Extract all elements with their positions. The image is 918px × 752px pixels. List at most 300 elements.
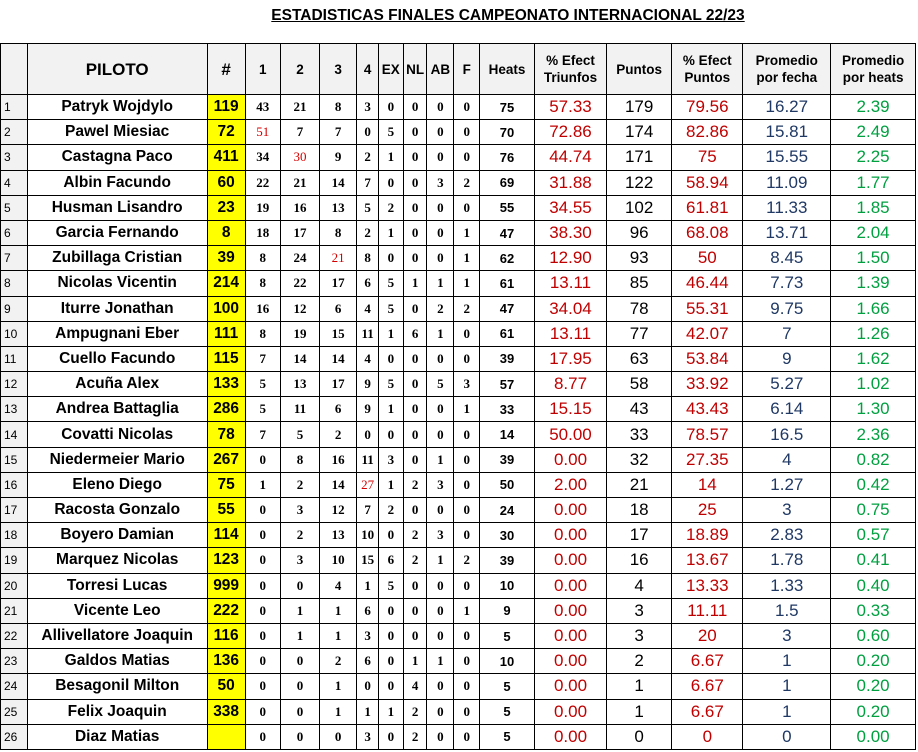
puntos-cell: 43 bbox=[607, 397, 672, 422]
ab-count-cell: 0 bbox=[427, 724, 454, 749]
table-row bbox=[1, 573, 916, 598]
puntos-cell: 174 bbox=[607, 120, 672, 145]
heats-count-cell: 69 bbox=[480, 170, 535, 195]
heat-1-count-cell: 0 bbox=[245, 649, 280, 674]
ex-count-cell: 0 bbox=[378, 598, 403, 623]
f-count-cell: 0 bbox=[454, 472, 480, 497]
efect-triunfos-cell: 31.88 bbox=[534, 170, 606, 195]
heat-3-count-cell: 2 bbox=[320, 649, 357, 674]
puntos-cell: 96 bbox=[607, 220, 672, 245]
header-efect-puntos-line2: Puntos bbox=[684, 70, 731, 85]
promedio-fecha-cell: 3 bbox=[743, 498, 831, 523]
heat-4-count-cell: 3 bbox=[357, 95, 379, 120]
ex-count-cell: 1 bbox=[378, 145, 403, 170]
nl-count-cell: 6 bbox=[403, 321, 427, 346]
ex-count-cell: 1 bbox=[378, 220, 403, 245]
efect-triunfos-cell: 2.00 bbox=[534, 472, 606, 497]
promedio-fecha-cell: 1 bbox=[743, 674, 831, 699]
header-heats: Heats bbox=[480, 44, 535, 95]
heat-1-count-cell: 5 bbox=[245, 372, 280, 397]
row-index-cell: 15 bbox=[1, 447, 28, 472]
efect-triunfos-cell: 0.00 bbox=[534, 498, 606, 523]
ab-count-cell: 0 bbox=[427, 422, 454, 447]
pilot-name-cell: Allivellatore Joaquin bbox=[27, 623, 207, 648]
f-count-cell: 3 bbox=[454, 372, 480, 397]
heat-2-count-cell: 0 bbox=[280, 699, 319, 724]
row-index-cell: 26 bbox=[1, 724, 28, 749]
nl-count-cell: 1 bbox=[403, 271, 427, 296]
row-index-cell: 2 bbox=[1, 120, 28, 145]
table-row bbox=[1, 346, 916, 371]
row-index-cell: 4 bbox=[1, 170, 28, 195]
heat-3-count-cell: 1 bbox=[320, 699, 357, 724]
f-count-cell: 1 bbox=[454, 397, 480, 422]
heat-4-count-cell: 11 bbox=[357, 447, 379, 472]
table-row bbox=[1, 397, 916, 422]
promedio-heats-cell: 2.49 bbox=[831, 120, 916, 145]
heats-count-cell: 10 bbox=[480, 573, 535, 598]
heat-3-count-cell: 14 bbox=[320, 472, 357, 497]
f-count-cell: 1 bbox=[454, 246, 480, 271]
heat-2-count-cell: 14 bbox=[280, 346, 319, 371]
table-row bbox=[1, 724, 916, 749]
row-index-cell: 14 bbox=[1, 422, 28, 447]
promedio-heats-cell: 0.20 bbox=[831, 699, 916, 724]
heat-2-count-cell: 5 bbox=[280, 422, 319, 447]
ex-count-cell: 5 bbox=[378, 372, 403, 397]
heat-4-count-cell: 11 bbox=[357, 321, 379, 346]
heat-1-count-cell: 7 bbox=[245, 422, 280, 447]
heat-1-count-cell: 5 bbox=[245, 397, 280, 422]
ex-count-cell: 0 bbox=[378, 623, 403, 648]
promedio-fecha-cell: 15.55 bbox=[743, 145, 831, 170]
ab-count-cell: 1 bbox=[427, 321, 454, 346]
efect-triunfos-cell: 8.77 bbox=[534, 372, 606, 397]
row-index-cell: 13 bbox=[1, 397, 28, 422]
promedio-heats-cell: 2.39 bbox=[831, 95, 916, 120]
nl-count-cell: 2 bbox=[403, 472, 427, 497]
promedio-heats-cell: 0.20 bbox=[831, 674, 916, 699]
promedio-fecha-cell: 1.33 bbox=[743, 573, 831, 598]
f-count-cell: 0 bbox=[454, 321, 480, 346]
row-index-cell: 20 bbox=[1, 573, 28, 598]
table-header bbox=[1, 44, 916, 95]
heat-1-count-cell: 0 bbox=[245, 724, 280, 749]
header-promedio-heats-line1: Promedio bbox=[841, 53, 905, 68]
heat-2-count-cell: 17 bbox=[280, 220, 319, 245]
efect-triunfos-cell: 0.00 bbox=[534, 623, 606, 648]
ab-count-cell: 0 bbox=[427, 145, 454, 170]
ab-count-cell: 3 bbox=[427, 523, 454, 548]
nl-count-cell: 0 bbox=[403, 598, 427, 623]
nl-count-cell: 0 bbox=[403, 422, 427, 447]
row-index-cell: 12 bbox=[1, 372, 28, 397]
ab-count-cell: 1 bbox=[427, 447, 454, 472]
heat-1-count-cell: 0 bbox=[245, 498, 280, 523]
heat-3-count-cell: 8 bbox=[320, 95, 357, 120]
efect-triunfos-cell: 57.33 bbox=[534, 95, 606, 120]
heat-2-count-cell: 1 bbox=[280, 623, 319, 648]
row-index-cell: 1 bbox=[1, 95, 28, 120]
heat-3-count-cell: 13 bbox=[320, 195, 357, 220]
efect-puntos-cell: 79.56 bbox=[672, 95, 743, 120]
heat-1-count-cell: 8 bbox=[245, 321, 280, 346]
pilot-number-cell: 222 bbox=[207, 598, 245, 623]
row-index-cell: 19 bbox=[1, 548, 28, 573]
heats-count-cell: 62 bbox=[480, 246, 535, 271]
header-heat-3: 3 bbox=[320, 44, 357, 95]
pilot-name-cell: Racosta Gonzalo bbox=[27, 498, 207, 523]
ex-count-cell: 0 bbox=[378, 95, 403, 120]
heats-count-cell: 30 bbox=[480, 523, 535, 548]
header-promedio-fecha-line2: por fecha bbox=[756, 70, 818, 85]
efect-puntos-cell: 53.84 bbox=[672, 346, 743, 371]
nl-count-cell: 0 bbox=[403, 296, 427, 321]
pilot-name-cell: Felix Joaquin bbox=[27, 699, 207, 724]
heat-1-count-cell: 22 bbox=[245, 170, 280, 195]
efect-triunfos-cell: 13.11 bbox=[534, 271, 606, 296]
ex-count-cell: 0 bbox=[378, 170, 403, 195]
puntos-cell: 0 bbox=[607, 724, 672, 749]
pilot-number-cell: 214 bbox=[207, 271, 245, 296]
promedio-fecha-cell: 9.75 bbox=[743, 296, 831, 321]
ab-count-cell: 3 bbox=[427, 472, 454, 497]
ex-count-cell: 2 bbox=[378, 195, 403, 220]
heat-3-count-cell: 17 bbox=[320, 271, 357, 296]
promedio-heats-cell: 1.77 bbox=[831, 170, 916, 195]
heat-1-count-cell: 7 bbox=[245, 346, 280, 371]
heat-4-count-cell: 9 bbox=[357, 397, 379, 422]
nl-count-cell: 2 bbox=[403, 724, 427, 749]
promedio-fecha-cell: 7 bbox=[743, 321, 831, 346]
heat-4-count-cell: 0 bbox=[357, 422, 379, 447]
promedio-fecha-cell: 9 bbox=[743, 346, 831, 371]
heat-3-count-cell: 10 bbox=[320, 548, 357, 573]
table-row bbox=[1, 195, 916, 220]
nl-count-cell: 2 bbox=[403, 523, 427, 548]
puntos-cell: 2 bbox=[607, 649, 672, 674]
ab-count-cell: 0 bbox=[427, 498, 454, 523]
heat-2-count-cell: 3 bbox=[280, 498, 319, 523]
efect-puntos-cell: 33.92 bbox=[672, 372, 743, 397]
efect-puntos-cell: 82.86 bbox=[672, 120, 743, 145]
heats-count-cell: 9 bbox=[480, 598, 535, 623]
heat-4-count-cell: 7 bbox=[357, 498, 379, 523]
heat-1-count-cell: 43 bbox=[245, 95, 280, 120]
heats-count-cell: 61 bbox=[480, 321, 535, 346]
efect-puntos-cell: 55.31 bbox=[672, 296, 743, 321]
pilot-number-cell: 23 bbox=[207, 195, 245, 220]
header-piloto: PILOTO bbox=[27, 44, 207, 95]
heat-1-count-cell: 0 bbox=[245, 573, 280, 598]
efect-triunfos-cell: 50.00 bbox=[534, 422, 606, 447]
puntos-cell: 63 bbox=[607, 346, 672, 371]
pilot-name-cell: Eleno Diego bbox=[27, 472, 207, 497]
heat-2-count-cell: 3 bbox=[280, 548, 319, 573]
heat-2-count-cell: 21 bbox=[280, 95, 319, 120]
puntos-cell: 3 bbox=[607, 598, 672, 623]
promedio-heats-cell: 0.42 bbox=[831, 472, 916, 497]
promedio-fecha-cell: 1.78 bbox=[743, 548, 831, 573]
promedio-heats-cell: 0.75 bbox=[831, 498, 916, 523]
table-row bbox=[1, 422, 916, 447]
promedio-heats-cell: 0.40 bbox=[831, 573, 916, 598]
ab-count-cell: 0 bbox=[427, 397, 454, 422]
heats-count-cell: 57 bbox=[480, 372, 535, 397]
table-row bbox=[1, 498, 916, 523]
promedio-fecha-cell: 16.5 bbox=[743, 422, 831, 447]
heat-4-count-cell: 2 bbox=[357, 220, 379, 245]
ex-count-cell: 6 bbox=[378, 548, 403, 573]
ex-count-cell: 0 bbox=[378, 422, 403, 447]
heat-4-count-cell: 6 bbox=[357, 649, 379, 674]
heat-4-count-cell: 7 bbox=[357, 170, 379, 195]
pilot-name-cell: Covatti Nicolas bbox=[27, 422, 207, 447]
ex-count-cell: 0 bbox=[378, 674, 403, 699]
f-count-cell: 1 bbox=[454, 598, 480, 623]
puntos-cell: 85 bbox=[607, 271, 672, 296]
ab-count-cell: 1 bbox=[427, 271, 454, 296]
nl-count-cell: 0 bbox=[403, 195, 427, 220]
promedio-heats-cell: 2.25 bbox=[831, 145, 916, 170]
promedio-heats-cell: 0.20 bbox=[831, 649, 916, 674]
table-row bbox=[1, 548, 916, 573]
heats-count-cell: 39 bbox=[480, 346, 535, 371]
ex-count-cell: 0 bbox=[378, 724, 403, 749]
heats-count-cell: 5 bbox=[480, 699, 535, 724]
nl-count-cell: 0 bbox=[403, 397, 427, 422]
heats-count-cell: 47 bbox=[480, 296, 535, 321]
heat-2-count-cell: 16 bbox=[280, 195, 319, 220]
heat-1-count-cell: 0 bbox=[245, 523, 280, 548]
heats-count-cell: 75 bbox=[480, 95, 535, 120]
efect-puntos-cell: 6.67 bbox=[672, 649, 743, 674]
pilot-number-cell: 100 bbox=[207, 296, 245, 321]
table-row bbox=[1, 246, 916, 271]
row-index-cell: 21 bbox=[1, 598, 28, 623]
heats-count-cell: 24 bbox=[480, 498, 535, 523]
efect-triunfos-cell: 38.30 bbox=[534, 220, 606, 245]
puntos-cell: 58 bbox=[607, 372, 672, 397]
f-count-cell: 1 bbox=[454, 271, 480, 296]
pilot-name-cell: Diaz Matias bbox=[27, 724, 207, 749]
table-row bbox=[1, 598, 916, 623]
ex-count-cell: 2 bbox=[378, 498, 403, 523]
efect-puntos-cell: 13.67 bbox=[672, 548, 743, 573]
efect-puntos-cell: 50 bbox=[672, 246, 743, 271]
table-row bbox=[1, 296, 916, 321]
pilot-number-cell: 55 bbox=[207, 498, 245, 523]
promedio-fecha-cell: 15.81 bbox=[743, 120, 831, 145]
puntos-cell: 32 bbox=[607, 447, 672, 472]
pilot-name-cell: Garcia Fernando bbox=[27, 220, 207, 245]
f-count-cell: 0 bbox=[454, 674, 480, 699]
pilot-number-cell: 999 bbox=[207, 573, 245, 598]
header-number: # bbox=[207, 44, 245, 95]
f-count-cell: 0 bbox=[454, 523, 480, 548]
heat-1-count-cell: 0 bbox=[245, 447, 280, 472]
pilot-name-cell: Niedermeier Mario bbox=[27, 447, 207, 472]
pilot-number-cell: 133 bbox=[207, 372, 245, 397]
nl-count-cell: 0 bbox=[403, 95, 427, 120]
heat-4-count-cell: 1 bbox=[357, 699, 379, 724]
row-index-cell: 18 bbox=[1, 523, 28, 548]
pilot-name-cell: Galdos Matias bbox=[27, 649, 207, 674]
heats-count-cell: 14 bbox=[480, 422, 535, 447]
heat-3-count-cell: 4 bbox=[320, 573, 357, 598]
efect-triunfos-cell: 13.11 bbox=[534, 321, 606, 346]
efect-puntos-cell: 11.11 bbox=[672, 598, 743, 623]
nl-count-cell: 0 bbox=[403, 145, 427, 170]
row-index-cell: 16 bbox=[1, 472, 28, 497]
ab-count-cell: 0 bbox=[427, 246, 454, 271]
promedio-fecha-cell: 1.27 bbox=[743, 472, 831, 497]
promedio-heats-cell: 0.82 bbox=[831, 447, 916, 472]
promedio-heats-cell: 1.26 bbox=[831, 321, 916, 346]
ab-count-cell: 0 bbox=[427, 573, 454, 598]
heat-3-count-cell: 0 bbox=[320, 724, 357, 749]
promedio-fecha-cell: 8.45 bbox=[743, 246, 831, 271]
ab-count-cell: 0 bbox=[427, 346, 454, 371]
pilot-number-cell: 50 bbox=[207, 674, 245, 699]
promedio-heats-cell: 0.60 bbox=[831, 623, 916, 648]
row-index-cell: 24 bbox=[1, 674, 28, 699]
efect-puntos-cell: 58.94 bbox=[672, 170, 743, 195]
f-count-cell: 0 bbox=[454, 195, 480, 220]
efect-puntos-cell: 14 bbox=[672, 472, 743, 497]
heat-2-count-cell: 30 bbox=[280, 145, 319, 170]
puntos-cell: 33 bbox=[607, 422, 672, 447]
header-promedio-fecha bbox=[743, 44, 831, 95]
heats-count-cell: 50 bbox=[480, 472, 535, 497]
promedio-heats-cell: 0.41 bbox=[831, 548, 916, 573]
efect-puntos-cell: 18.89 bbox=[672, 523, 743, 548]
table-row bbox=[1, 271, 916, 296]
promedio-heats-cell: 2.36 bbox=[831, 422, 916, 447]
pilot-name-cell: Acuña Alex bbox=[27, 372, 207, 397]
promedio-fecha-cell: 2.83 bbox=[743, 523, 831, 548]
heat-1-count-cell: 1 bbox=[245, 472, 280, 497]
heat-4-count-cell: 6 bbox=[357, 271, 379, 296]
heat-2-count-cell: 13 bbox=[280, 372, 319, 397]
heats-count-cell: 55 bbox=[480, 195, 535, 220]
ab-count-cell: 2 bbox=[427, 296, 454, 321]
row-index-cell: 23 bbox=[1, 649, 28, 674]
ab-count-cell: 0 bbox=[427, 220, 454, 245]
heats-count-cell: 39 bbox=[480, 447, 535, 472]
table-row bbox=[1, 623, 916, 648]
heat-4-count-cell: 27 bbox=[357, 472, 379, 497]
row-index-cell: 9 bbox=[1, 296, 28, 321]
promedio-fecha-cell: 3 bbox=[743, 623, 831, 648]
puntos-cell: 1 bbox=[607, 674, 672, 699]
nl-count-cell: 0 bbox=[403, 170, 427, 195]
header-index bbox=[1, 44, 28, 95]
pilot-number-cell bbox=[207, 724, 245, 749]
efect-triunfos-cell: 44.74 bbox=[534, 145, 606, 170]
row-index-cell: 25 bbox=[1, 699, 28, 724]
promedio-heats-cell: 1.50 bbox=[831, 246, 916, 271]
promedio-heats-cell: 0.33 bbox=[831, 598, 916, 623]
ab-count-cell: 5 bbox=[427, 372, 454, 397]
ex-count-cell: 0 bbox=[378, 346, 403, 371]
heat-3-count-cell: 7 bbox=[320, 120, 357, 145]
stats-table bbox=[0, 43, 916, 750]
pilot-number-cell: 111 bbox=[207, 321, 245, 346]
heat-2-count-cell: 0 bbox=[280, 674, 319, 699]
ab-count-cell: 0 bbox=[427, 95, 454, 120]
header-efect-triunfos-line1: % Efect bbox=[546, 53, 595, 68]
heat-3-count-cell: 21 bbox=[320, 246, 357, 271]
efect-puntos-cell: 13.33 bbox=[672, 573, 743, 598]
pilot-number-cell: 267 bbox=[207, 447, 245, 472]
table-row bbox=[1, 699, 916, 724]
heat-4-count-cell: 15 bbox=[357, 548, 379, 573]
puntos-cell: 4 bbox=[607, 573, 672, 598]
nl-count-cell: 4 bbox=[403, 674, 427, 699]
promedio-fecha-cell: 7.73 bbox=[743, 271, 831, 296]
heat-2-count-cell: 19 bbox=[280, 321, 319, 346]
promedio-fecha-cell: 5.27 bbox=[743, 372, 831, 397]
efect-triunfos-cell: 0.00 bbox=[534, 699, 606, 724]
f-count-cell: 0 bbox=[454, 422, 480, 447]
promedio-heats-cell: 1.39 bbox=[831, 271, 916, 296]
heat-3-count-cell: 6 bbox=[320, 397, 357, 422]
heats-count-cell: 61 bbox=[480, 271, 535, 296]
heat-3-count-cell: 17 bbox=[320, 372, 357, 397]
promedio-heats-cell: 1.62 bbox=[831, 346, 916, 371]
header-efect-puntos-line1: % Efect bbox=[682, 53, 732, 68]
ex-count-cell: 1 bbox=[378, 397, 403, 422]
header-heat-4: 4 bbox=[357, 44, 379, 95]
f-count-cell: 0 bbox=[454, 573, 480, 598]
pilot-number-cell: 119 bbox=[207, 95, 245, 120]
heat-1-count-cell: 0 bbox=[245, 699, 280, 724]
pilot-name-cell: Patryk Wojdylo bbox=[27, 95, 207, 120]
heats-count-cell: 5 bbox=[480, 724, 535, 749]
pilot-number-cell: 60 bbox=[207, 170, 245, 195]
pilot-name-cell: Zubillaga Cristian bbox=[27, 246, 207, 271]
table-row bbox=[1, 674, 916, 699]
heat-4-count-cell: 0 bbox=[357, 674, 379, 699]
heats-count-cell: 33 bbox=[480, 397, 535, 422]
efect-triunfos-cell: 15.15 bbox=[534, 397, 606, 422]
nl-count-cell: 0 bbox=[403, 120, 427, 145]
page-title: ESTADISTICAS FINALES CAMPEONATO INTERNACIONAL 22/23 bbox=[271, 7, 745, 24]
table-row bbox=[1, 220, 916, 245]
efect-puntos-cell: 61.81 bbox=[672, 195, 743, 220]
ex-count-cell: 1 bbox=[378, 472, 403, 497]
pilot-number-cell: 114 bbox=[207, 523, 245, 548]
pilot-name-cell: Nicolas Vicentin bbox=[27, 271, 207, 296]
promedio-fecha-cell: 4 bbox=[743, 447, 831, 472]
f-count-cell: 2 bbox=[454, 296, 480, 321]
heat-1-count-cell: 8 bbox=[245, 271, 280, 296]
ex-count-cell: 5 bbox=[378, 120, 403, 145]
heat-3-count-cell: 15 bbox=[320, 321, 357, 346]
row-index-cell: 22 bbox=[1, 623, 28, 648]
nl-count-cell: 0 bbox=[403, 246, 427, 271]
promedio-fecha-cell: 1 bbox=[743, 649, 831, 674]
pilot-number-cell: 115 bbox=[207, 346, 245, 371]
heat-3-count-cell: 8 bbox=[320, 220, 357, 245]
efect-puntos-cell: 75 bbox=[672, 145, 743, 170]
promedio-heats-cell: 0.57 bbox=[831, 523, 916, 548]
heat-1-count-cell: 0 bbox=[245, 598, 280, 623]
puntos-cell: 171 bbox=[607, 145, 672, 170]
pilot-name-cell: Husman Lisandro bbox=[27, 195, 207, 220]
table-row bbox=[1, 447, 916, 472]
